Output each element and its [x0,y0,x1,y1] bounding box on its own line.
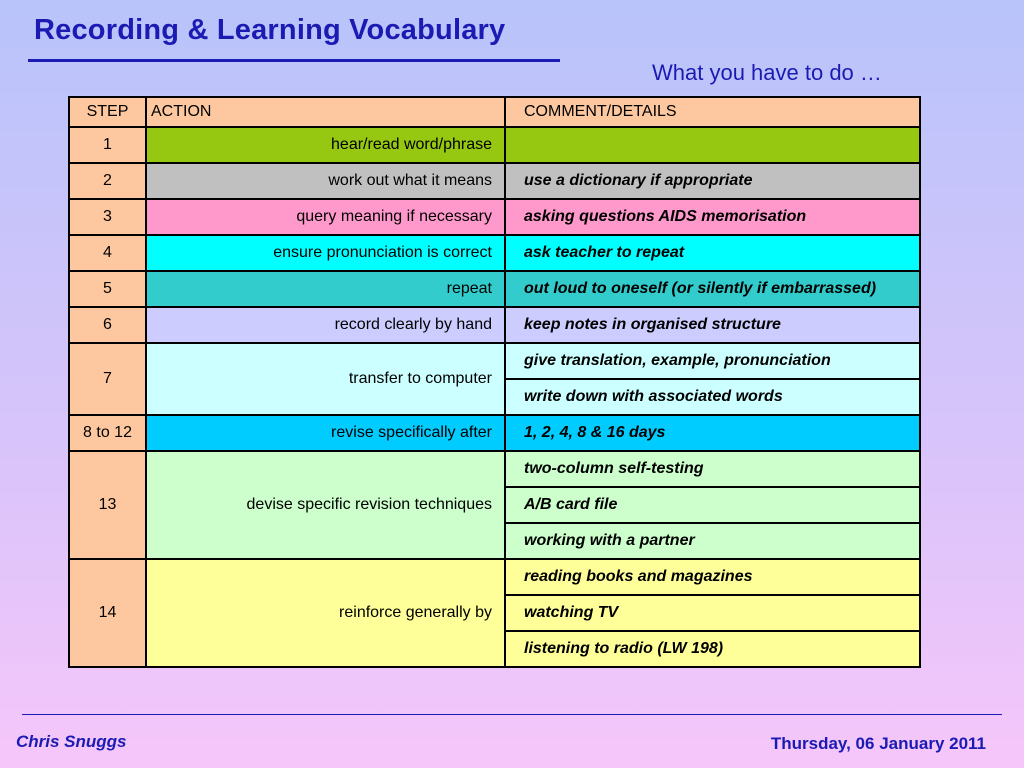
step-cell: 3 [69,199,146,235]
action-cell: devise specific revision techniques [146,451,505,559]
step-cell: 13 [69,451,146,559]
table-row [69,163,920,199]
comment-cell: asking questions AIDS memorisation [505,199,920,235]
comment-cell: write down with associated words [505,379,920,415]
table-row [69,307,920,343]
comment-cell: 1, 2, 4, 8 & 16 days [505,415,920,451]
action-cell: query meaning if necessary [146,199,505,235]
action-cell: repeat [146,271,505,307]
action-cell: revise specifically after [146,415,505,451]
comment-cell: use a dictionary if appropriate [505,163,920,199]
step-cell: 4 [69,235,146,271]
title-underline [28,59,560,62]
comment-cell: give translation, example, pronunciation [505,343,920,379]
table-row [69,199,920,235]
table-row [69,451,920,487]
comment-cell: keep notes in organised structure [505,307,920,343]
step-cell: 2 [69,163,146,199]
table-row [69,271,920,307]
comment-cell: out loud to oneself (or silently if embarrassed) [505,271,920,307]
header-comment: COMMENT/DETAILS [505,97,920,127]
step-cell: 8 to 12 [69,415,146,451]
step-cell: 7 [69,343,146,415]
action-cell: record clearly by hand [146,307,505,343]
comment-cell: ask teacher to repeat [505,235,920,271]
step-cell: 14 [69,559,146,667]
action-cell: hear/read word/phrase [146,127,505,163]
step-cell: 1 [69,127,146,163]
vocabulary-steps-table [68,96,921,668]
table-row [69,343,920,379]
step-cell: 5 [69,271,146,307]
table-row [69,559,920,595]
table-header-row [69,97,920,127]
comment-cell: two-column self-testing [505,451,920,487]
comment-cell: A/B card file [505,487,920,523]
comment-cell [505,127,920,163]
action-cell: transfer to computer [146,343,505,415]
header-step: STEP [69,97,146,127]
footer-date: Thursday, 06 January 2011 [770,734,986,753]
table-row [69,127,920,163]
header-action: ACTION [146,97,505,127]
step-cell: 6 [69,307,146,343]
table-row [69,415,920,451]
table-row [69,235,920,271]
comment-cell: watching TV [505,595,920,631]
action-cell: work out what it means [146,163,505,199]
action-cell: ensure pronunciation is correct [146,235,505,271]
comment-cell: listening to radio (LW 198) [505,631,920,667]
comment-cell: reading books and magazines [505,559,920,595]
footer-author: Chris Snuggs [16,732,127,751]
slide-title: Recording & Learning Vocabulary [34,14,506,46]
slide-subtitle: What you have to do … [652,60,882,85]
action-cell: reinforce generally by [146,559,505,667]
comment-cell: working with a partner [505,523,920,559]
footer-divider [22,714,1002,715]
